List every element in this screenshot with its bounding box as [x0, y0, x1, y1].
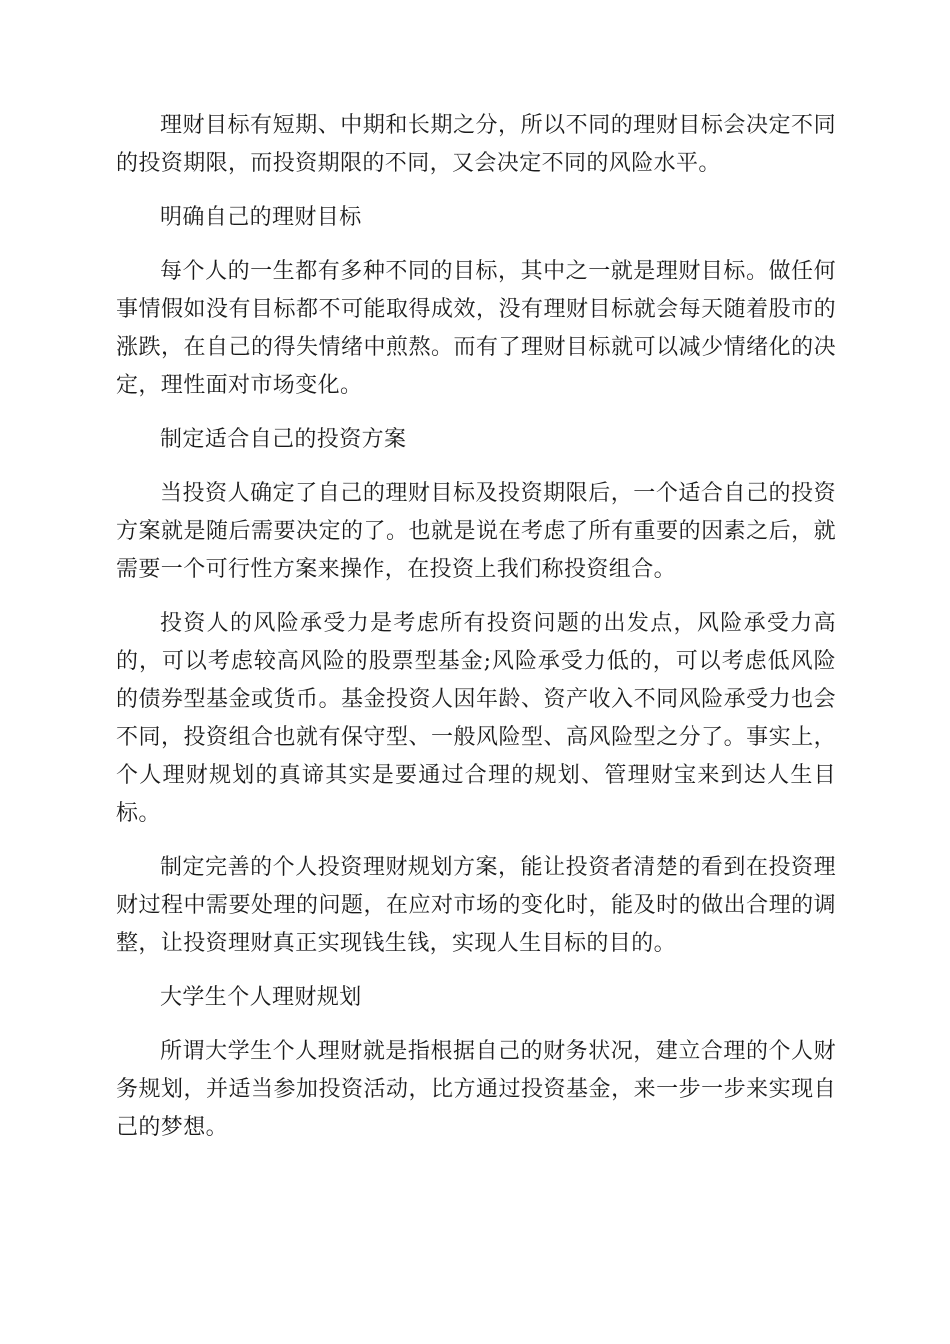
- paragraph-plan-benefits: 制定完善的个人投资理财规划方案，能让投资者清楚的看到在投资理财过程中需要处理的问题，在应对市场的变化时，能及时的做出合理的调整，让投资理财真正实现钱生钱，实现人生目标的目的。: [116, 855, 836, 956]
- heading-investment-plan: 制定适合自己的投资方案: [160, 427, 407, 452]
- paragraph-investment-plan: 当投资人确定了自己的理财目标及投资期限后，一个适合自己的投资方案就是随后需要决定的了。也就是说在考虑了所有重要的因素之后，就需要一个可行性方案来操作，在投资上我们称投资组合。: [116, 481, 836, 582]
- heading-financial-goals: 明确自己的理财目标: [160, 205, 362, 230]
- paragraph-risk-tolerance: 投资人的风险承受力是考虑所有投资问题的出发点，风险承受力高的，可以考虑较高风险的股票型基金;风险承受力低的，可以考虑低风险的债券型基金或货币。基金投资人因年龄、资产收入不同风险承受力也会不同，投资组合也就有保守型、一般风险型、高风险型之分了。事实上，个人理财规划的真谛其实是要通过合理的规划、管理财宝来到达人生目标。: [116, 611, 836, 826]
- heading-student-finance: 大学生个人理财规划: [160, 985, 362, 1010]
- paragraph-financial-goals: 每个人的一生都有多种不同的目标，其中之一就是理财目标。做任何事情假如没有目标都不可能取得成效，没有理财目标就会每天随着股市的涨跌，在自己的得失情绪中煎熬。而有了理财目标就可以减少情绪化的决定，理性面对市场变化。: [116, 259, 836, 398]
- document-page: [116, 107, 836, 1163]
- paragraph-student-finance: 所谓大学生个人理财就是指根据自己的财务状况，建立合理的个人财务规划，并适当参加投资活动，比方通过投资基金，来一步一步来实现自己的梦想。: [116, 1039, 836, 1140]
- paragraph-investment-horizon: 理财目标有短期、中期和长期之分，所以不同的理财目标会决定不同的投资期限，而投资期限的不同，又会决定不同的风险水平。: [116, 113, 836, 176]
